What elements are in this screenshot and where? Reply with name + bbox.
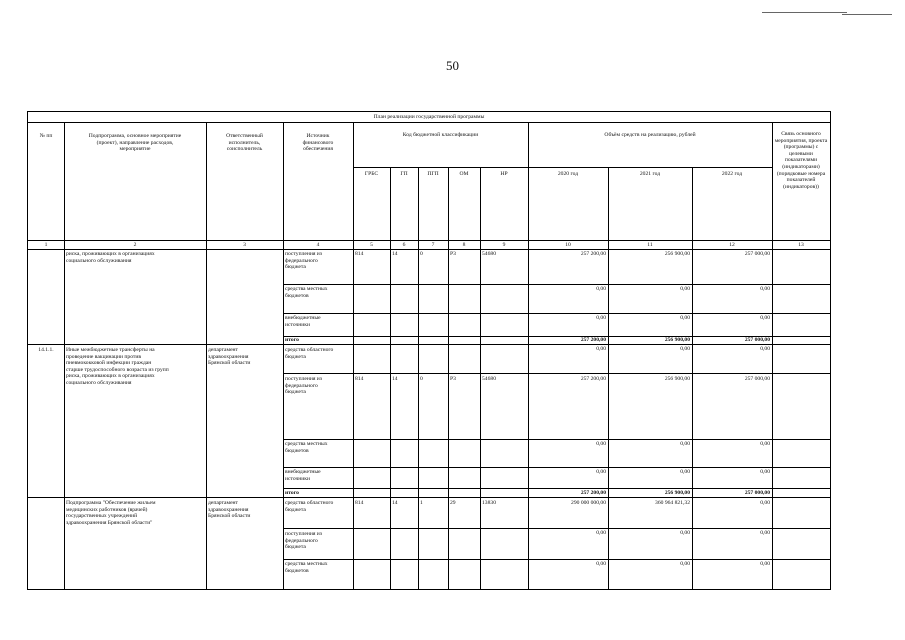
col-number: 8 (462, 242, 466, 248)
value-2020: 0,00 (596, 286, 606, 292)
value-2020: 0,00 (596, 441, 606, 447)
header-budget-code: Код бюджетной классификации (402, 132, 479, 138)
pgp-cell: 0 (420, 376, 423, 382)
value-2021: 256 900,00 (664, 251, 690, 257)
block3-executor: департамент здравоохранения Брянской области (208, 500, 251, 520)
header-program: Подпрограмма, основное мероприятие (проект), направление расходов, мероприятие (88, 133, 182, 153)
value-2020: 0,00 (596, 315, 606, 321)
value-2020: 0,00 (596, 346, 606, 352)
value-2021: 0,00 (680, 530, 690, 536)
nr-cell: 54680 (482, 251, 496, 257)
table-title: План реализации государственной программы (373, 114, 485, 120)
block3-name: Подпрограмма "Обеспечение жильем медицинских работников (врачей) государственных учреждений здравоохранения Брянской области" (66, 500, 156, 526)
source-cell: внебюджетные источники (285, 315, 321, 328)
col-number: 1 (44, 242, 48, 248)
value-2022: 0,00 (760, 441, 770, 447)
value-2021: 360 964 821,32 (655, 500, 690, 506)
total-2021: 256 900,00 (664, 337, 690, 343)
value-2020: 257 200,00 (580, 251, 606, 257)
header-2021: 2021 год (639, 171, 661, 177)
col-number: 2 (133, 242, 137, 248)
value-2021: 0,00 (680, 286, 690, 292)
value-2021: 0,00 (680, 346, 690, 352)
source-cell: средства областного бюджета (285, 500, 334, 513)
om-cell: P3 (450, 251, 456, 257)
block2-name: Иные межбюджетные трансферты на проведение вакцинации против пневмококковой инфекции граждан старше трудоспособного возраста из групп риска, проживающих в организациях социального обслуживания (66, 347, 169, 386)
source-cell: поступления из федерального бюджета (285, 251, 323, 271)
value-2022: 0,00 (760, 500, 770, 506)
scan-mark (762, 12, 847, 13)
value-2021: 0,00 (680, 561, 690, 567)
header-indicators: Связь основного мероприятия, проекта (программы) с целевыми показателями (индикаторами) (порядковые номера показателей (индикаторов)) (774, 131, 828, 190)
col-number: 3 (243, 242, 246, 248)
gp-cell: 14 (392, 251, 398, 257)
source-cell: внебюджетные источники (285, 469, 321, 482)
grbs-cell: 814 (355, 251, 364, 257)
total-2021: 256 900,00 (664, 490, 690, 496)
col-number: 5 (370, 242, 373, 248)
om-cell: P3 (450, 376, 456, 382)
block2-executor: департамент здравоохранения Брянской области (208, 347, 251, 367)
header-nr: НР (500, 171, 508, 177)
col-number: 10 (565, 242, 571, 248)
value-2020: 0,00 (596, 561, 606, 567)
nr-cell: 13830 (482, 500, 496, 506)
value-2022: 257 000,00 (744, 376, 770, 382)
total-label: итого (285, 490, 299, 496)
header-source: Источник финансового обеспечения (302, 133, 334, 153)
block1-name: риска, проживающих в организациях социального обслуживания (66, 251, 155, 264)
gp-cell: 14 (392, 376, 398, 382)
col-number: 13 (798, 242, 804, 248)
header-pgp: ПГП (427, 171, 439, 177)
grbs-cell: 814 (355, 500, 364, 506)
value-2022: 0,00 (760, 469, 770, 475)
col-number: 7 (431, 242, 435, 248)
value-2022: 0,00 (760, 286, 770, 292)
value-2022: 0,00 (760, 561, 770, 567)
total-2020: 257 200,00 (580, 337, 606, 343)
header-grbs: ГРБС (364, 171, 379, 177)
nr-cell: 54680 (482, 376, 496, 382)
value-2020: 257 200,00 (580, 376, 606, 382)
source-cell: средства местных бюджетов (285, 286, 328, 299)
page-number: 50 (446, 58, 459, 73)
total-2022: 257 000,00 (744, 337, 770, 343)
total-2020: 257 200,00 (580, 490, 606, 496)
plan-table (27, 111, 831, 590)
col-number: 4 (316, 242, 320, 248)
header-om: ОМ (459, 171, 469, 177)
value-2020: 0,00 (596, 469, 606, 475)
col-number: 9 (502, 242, 506, 248)
value-2021: 0,00 (680, 315, 690, 321)
value-2021: 256 900,00 (664, 376, 690, 382)
col-number: 11 (647, 242, 653, 248)
pgp-cell: 0 (420, 251, 423, 257)
header-number: № пп (39, 133, 53, 139)
value-2022: 0,00 (760, 346, 770, 352)
scan-mark (842, 14, 892, 15)
col-number: 12 (729, 242, 735, 248)
source-cell: поступления из федерального бюджета (285, 376, 323, 396)
source-cell: средства местных бюджетов (285, 561, 328, 574)
header-executor: Ответственный исполнитель, соисполнитель (226, 133, 263, 153)
header-2020: 2020 год (557, 171, 579, 177)
value-2022: 0,00 (760, 530, 770, 536)
total-label: итого (285, 337, 299, 343)
col-number: 6 (402, 242, 406, 248)
value-2021: 0,00 (680, 441, 690, 447)
value-2022: 257 000,00 (744, 251, 770, 257)
value-2021: 0,00 (680, 469, 690, 475)
grbs-cell: 814 (355, 376, 364, 382)
total-2022: 257 000,00 (744, 490, 770, 496)
om-cell: 29 (450, 500, 456, 506)
gp-cell: 14 (392, 500, 398, 506)
header-2022: 2022 год (721, 171, 743, 177)
value-2020: 290 000 000,00 (571, 500, 606, 506)
value-2022: 0,00 (760, 315, 770, 321)
header-gp: ГП (400, 171, 408, 177)
source-cell: средства областного бюджета (285, 347, 334, 360)
value-2020: 0,00 (596, 530, 606, 536)
source-cell: средства местных бюджетов (285, 441, 328, 454)
item-number: 14.1.1. (38, 347, 54, 353)
pgp-cell: 1 (420, 500, 423, 506)
source-cell: поступления из федерального бюджета (285, 531, 323, 551)
header-volume: Объём средств на реализацию, рублей (604, 132, 696, 138)
